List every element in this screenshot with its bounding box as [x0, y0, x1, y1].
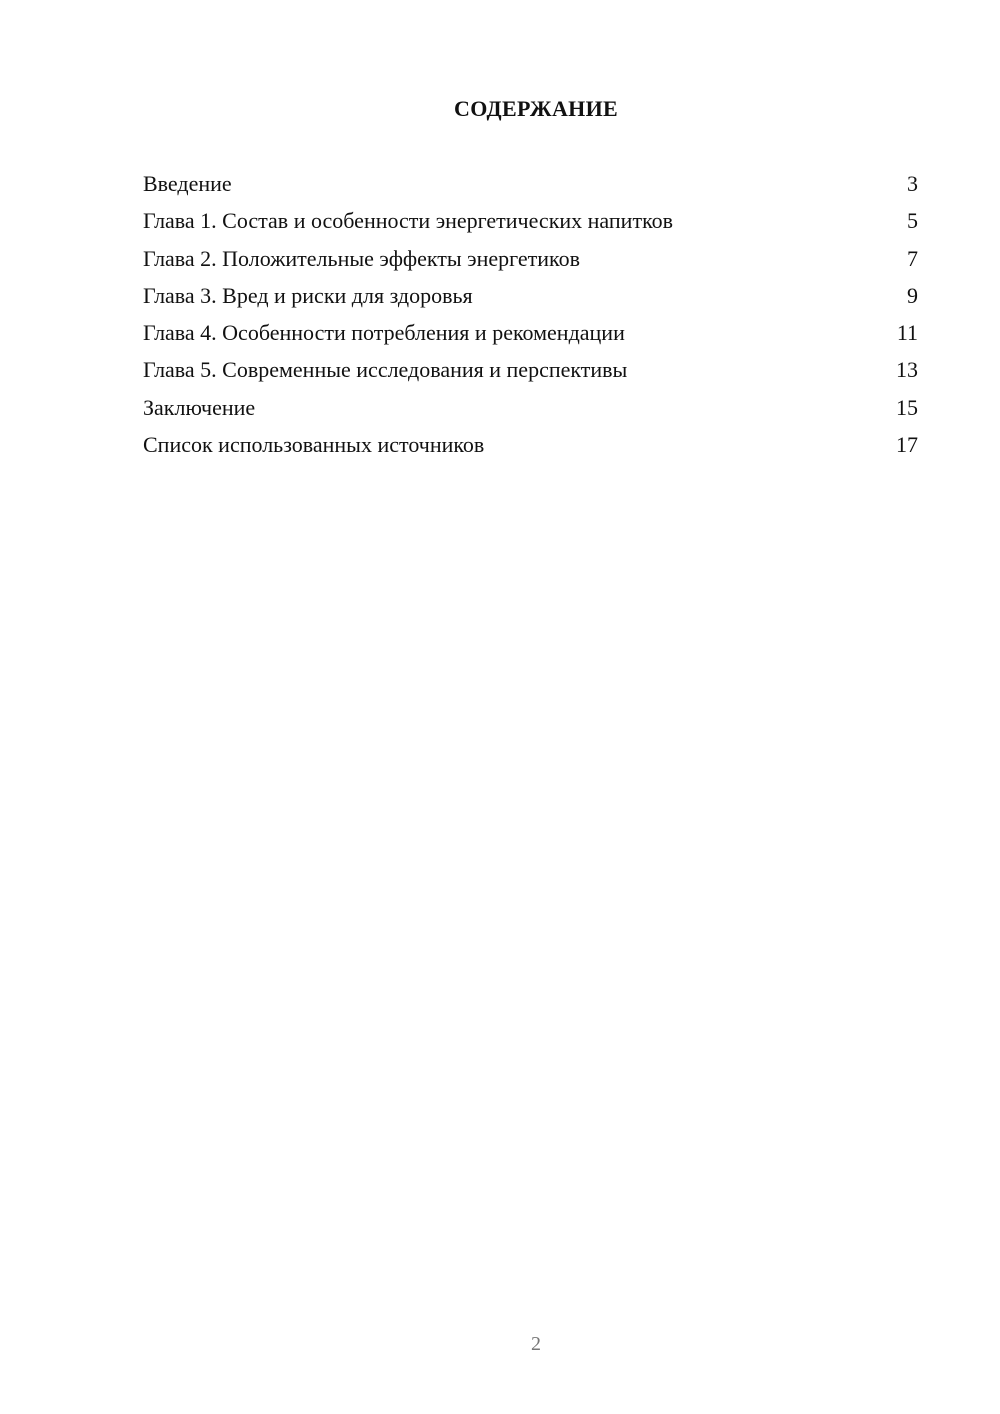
toc-entry-label: Глава 5. Современные исследования и перспективы	[143, 357, 628, 383]
toc-entry-page: 13	[896, 357, 918, 383]
toc-entry-chapter-5[interactable]	[143, 354, 918, 391]
toc-entry-page: 7	[907, 245, 918, 271]
table-of-contents	[143, 168, 918, 466]
toc-entry-label: Глава 2. Положительные эффекты энергетиков	[143, 245, 580, 271]
toc-entry-page: 11	[896, 320, 918, 346]
toc-entry-chapter-4[interactable]	[143, 317, 918, 354]
toc-entry-page: 3	[907, 171, 918, 196]
toc-entry-page: 17	[896, 432, 918, 458]
toc-entry-label: Заключение	[143, 394, 256, 420]
toc-entry-conclusion[interactable]	[143, 392, 918, 429]
toc-entry-introduction[interactable]	[143, 168, 918, 205]
toc-entry-label: Глава 3. Вред и риски для здоровья	[143, 282, 473, 308]
toc-entry-references[interactable]	[143, 429, 918, 466]
toc-entry-chapter-3[interactable]	[143, 280, 918, 317]
toc-entry-page: 5	[907, 208, 918, 234]
toc-entry-page: 9	[907, 282, 918, 308]
toc-heading: СОДЕРЖАНИЕ	[454, 96, 618, 121]
toc-entry-chapter-2[interactable]	[143, 243, 918, 280]
toc-entry-label: Глава 1. Состав и особенности энергетических напитков	[143, 208, 674, 234]
toc-entry-page: 15	[896, 394, 918, 420]
toc-entry-chapter-1[interactable]	[143, 205, 918, 242]
page-number: 2	[531, 1333, 541, 1355]
toc-entry-label: Введение	[143, 171, 232, 196]
toc-entry-label: Глава 4. Особенности потребления и рекомендации	[143, 320, 625, 346]
toc-entry-label: Список использованных источников	[143, 432, 485, 458]
